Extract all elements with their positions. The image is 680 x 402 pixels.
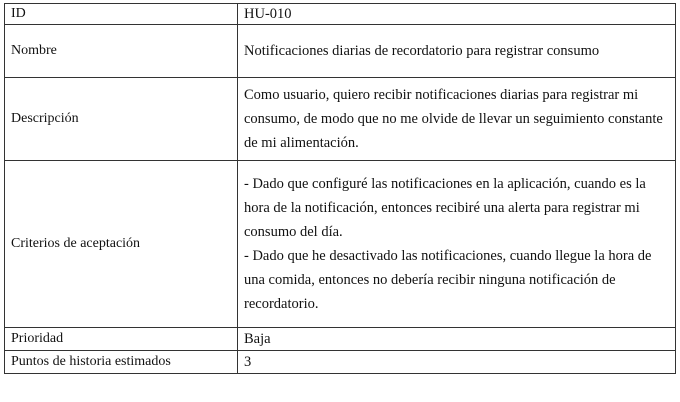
name-label: Nombre	[5, 25, 238, 78]
row-priority	[5, 328, 676, 351]
description-label: Descripción	[5, 78, 238, 161]
name-value: Notificaciones diarias de recordatorio para registrar consumo	[238, 25, 676, 78]
priority-value: Baja	[238, 328, 676, 351]
row-id	[5, 4, 676, 25]
row-story-points	[5, 351, 676, 374]
criterion-2: - Dado que he desactivado las notificaciones, cuando llegue la hora de una comida, entonces no debería recibir ninguna notificación de recordatorio.	[244, 248, 652, 312]
points-value: 3	[238, 351, 676, 374]
points-label: Puntos de historia estimados	[5, 351, 238, 374]
id-label: ID	[5, 4, 238, 25]
user-story-table	[4, 3, 676, 374]
row-acceptance-criteria	[5, 161, 676, 328]
criterion-1: - Dado que configuré las notificaciones en la aplicación, cuando es la hora de la notificación, entonces recibiré una alerta para registrar mi consumo del día.	[244, 176, 646, 240]
row-name	[5, 25, 676, 78]
row-description	[5, 78, 676, 161]
criteria-value	[238, 161, 676, 328]
description-value: Como usuario, quiero recibir notificaciones diarias para registrar mi consumo, de modo que no me olvide de llevar un seguimiento constante de mi alimentación.	[238, 78, 676, 161]
priority-label: Prioridad	[5, 328, 238, 351]
criteria-label: Criterios de aceptación	[5, 161, 238, 328]
id-value: HU-010	[238, 4, 676, 25]
